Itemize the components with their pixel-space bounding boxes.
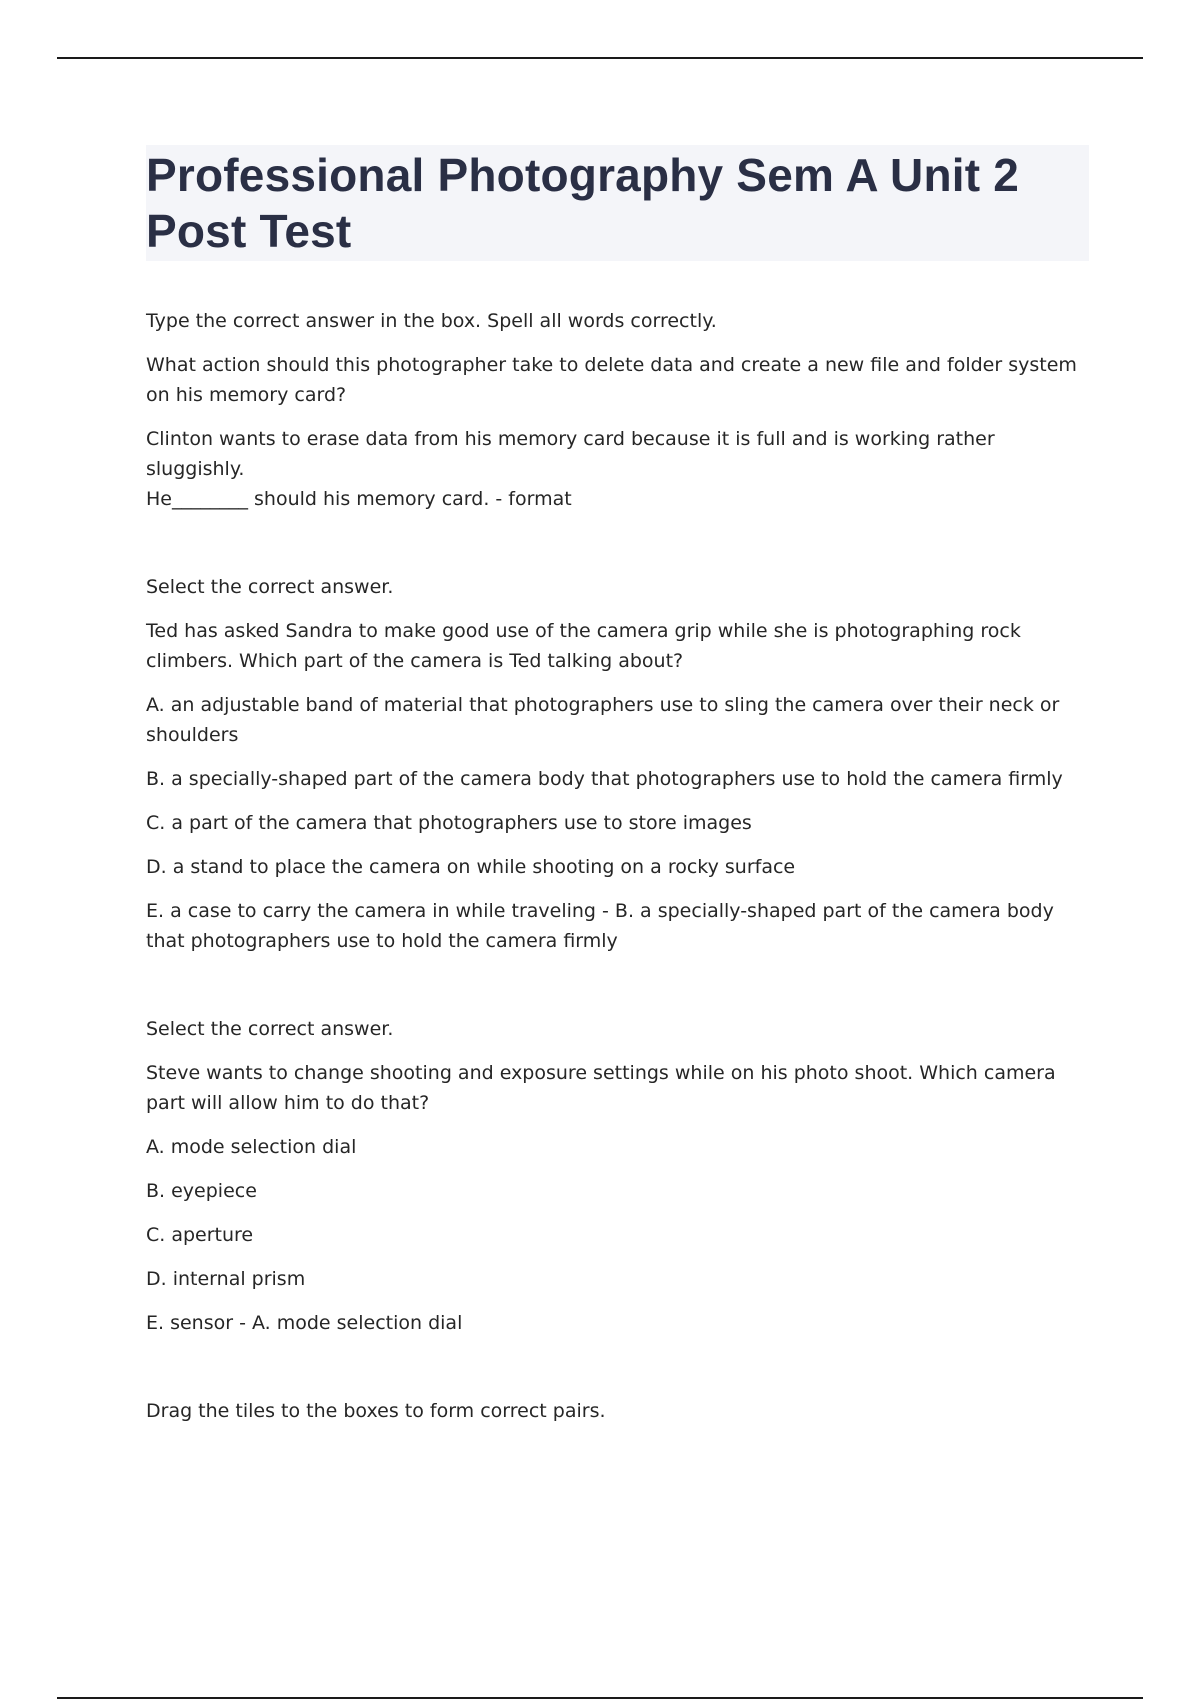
question-3 bbox=[146, 1014, 1089, 1338]
question-2-option-b: B. a specially-shaped part of the camera body that photographers use to hold the camera firmly bbox=[146, 768, 1063, 790]
question-3-option-b: B. eyepiece bbox=[146, 1180, 257, 1202]
question-4 bbox=[146, 1396, 1089, 1426]
spacer bbox=[146, 1338, 1089, 1396]
question-3-instruction: Select the correct answer. bbox=[146, 1018, 394, 1040]
question-2-option-d: D. a stand to place the camera on while shooting on a rocky surface bbox=[146, 856, 796, 878]
question-1-statement bbox=[146, 424, 1089, 514]
title-band bbox=[146, 145, 1089, 261]
question-2-option-c: C. a part of the camera that photographers use to store images bbox=[146, 812, 752, 834]
question-2-prompt: Ted has asked Sandra to make good use of the camera grip while she is photographing rock climbers. Which part of the camera is Ted talking about? bbox=[146, 620, 1021, 672]
question-1-instruction: Type the correct answer in the box. Spell all words correctly. bbox=[146, 310, 717, 332]
question-3-prompt: Steve wants to change shooting and exposure settings while on his photo shoot. Which camera part will allow him to do that? bbox=[146, 1062, 1056, 1114]
question-3-option-e-answer: E. sensor - A. mode selection dial bbox=[146, 1312, 463, 1334]
spacer bbox=[146, 514, 1089, 572]
question-1-prompt: What action should this photographer take to delete data and create a new file and folder system on his memory card? bbox=[146, 354, 1077, 406]
document-body bbox=[146, 145, 1089, 1440]
bottom-rule bbox=[57, 1697, 1143, 1699]
question-2-instruction: Select the correct answer. bbox=[146, 576, 394, 598]
question-3-option-a: A. mode selection dial bbox=[146, 1136, 357, 1158]
question-1-statement-line2: He________ should his memory card. - format bbox=[146, 488, 572, 510]
question-1 bbox=[146, 306, 1089, 514]
question-2-option-a: A. an adjustable band of material that photographers use to sling the camera over their neck or shoulders bbox=[146, 694, 1060, 746]
question-3-option-d: D. internal prism bbox=[146, 1268, 306, 1290]
question-2-option-e-answer: E. a case to carry the camera in while traveling - B. a specially-shaped part of the camera body that photographers use to hold the camera firmly bbox=[146, 900, 1054, 952]
question-3-option-c: C. aperture bbox=[146, 1224, 254, 1246]
question-2 bbox=[146, 572, 1089, 956]
question-1-statement-line1: Clinton wants to erase data from his memory card because it is full and is working rather sluggishly. bbox=[146, 428, 995, 480]
spacer bbox=[146, 956, 1089, 1014]
top-rule bbox=[57, 57, 1143, 59]
document-title: Professional Photography Sem A Unit 2 Post Test bbox=[146, 149, 1020, 257]
question-4-instruction: Drag the tiles to the boxes to form correct pairs. bbox=[146, 1400, 606, 1422]
